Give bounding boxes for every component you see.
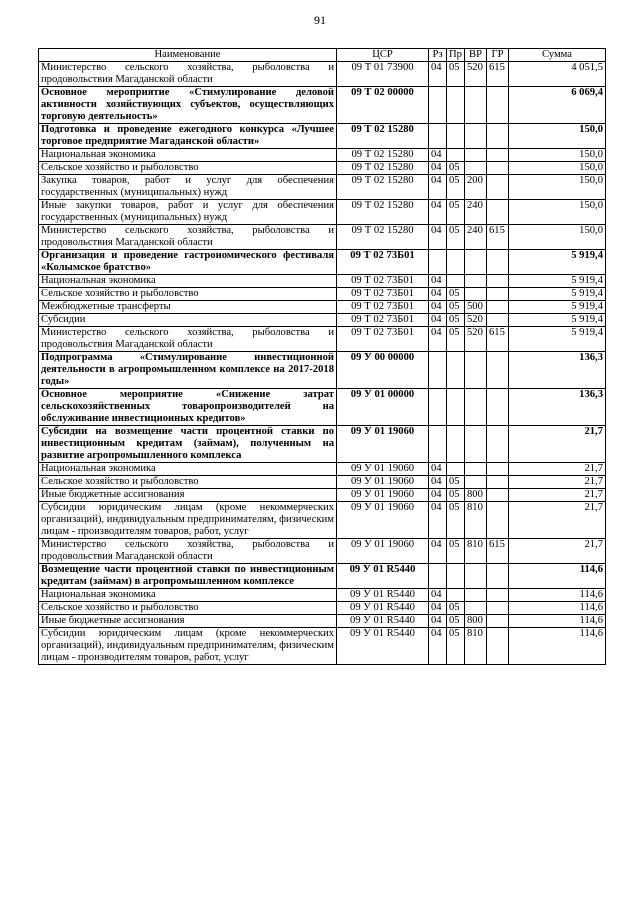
- cell-vr: [465, 463, 487, 476]
- cell-rz: [429, 389, 447, 426]
- cell-name: Закупка товаров, работ и услуг для обеспечения государственных (муниципальных) нужд: [39, 175, 337, 200]
- cell-gr: [487, 476, 509, 489]
- cell-gr: [487, 162, 509, 175]
- cell-sum: 5 919,4: [509, 301, 606, 314]
- cell-pr: 05: [447, 175, 465, 200]
- cell-pr: [447, 87, 465, 124]
- cell-name: Сельское хозяйство и рыболовство: [39, 162, 337, 175]
- table-row: [39, 124, 606, 149]
- cell-sum: 150,0: [509, 149, 606, 162]
- cell-pr: [447, 426, 465, 463]
- cell-csr: 09 Т 02 73Б01: [337, 314, 429, 327]
- cell-name: Национальная экономика: [39, 275, 337, 288]
- cell-rz: 04: [429, 628, 447, 665]
- cell-sum: 21,7: [509, 463, 606, 476]
- cell-vr: 520: [465, 62, 487, 87]
- cell-vr: [465, 162, 487, 175]
- table-body: [39, 62, 606, 665]
- cell-gr: 615: [487, 327, 509, 352]
- cell-gr: [487, 87, 509, 124]
- cell-name: Основное мероприятие «Снижение затрат сельскохозяйственных товаропроизводителей на обслуживание инвестиционных кредитов»: [39, 389, 337, 426]
- cell-rz: 04: [429, 327, 447, 352]
- cell-csr: 09 У 01 19060: [337, 502, 429, 539]
- table-row: [39, 288, 606, 301]
- cell-pr: 05: [447, 539, 465, 564]
- cell-sum: 114,6: [509, 602, 606, 615]
- cell-rz: 04: [429, 200, 447, 225]
- cell-sum: 21,7: [509, 476, 606, 489]
- column-header-csr: ЦСР: [337, 49, 429, 62]
- cell-pr: 05: [447, 225, 465, 250]
- cell-gr: [487, 426, 509, 463]
- cell-gr: [487, 275, 509, 288]
- cell-rz: [429, 250, 447, 275]
- cell-vr: 810: [465, 502, 487, 539]
- cell-pr: 05: [447, 615, 465, 628]
- cell-csr: 09 У 01 R5440: [337, 628, 429, 665]
- cell-vr: [465, 602, 487, 615]
- table-row: [39, 250, 606, 275]
- cell-gr: 615: [487, 62, 509, 87]
- cell-name: Субсидии на возмещение части процентной ставки по инвестиционным кредитам (займам), полученным на развитие агропромышленного комплекса: [39, 426, 337, 463]
- cell-gr: [487, 124, 509, 149]
- cell-rz: [429, 564, 447, 589]
- table-row: [39, 589, 606, 602]
- cell-gr: [487, 389, 509, 426]
- cell-pr: [447, 564, 465, 589]
- cell-csr: 09 Т 02 00000: [337, 87, 429, 124]
- cell-pr: 05: [447, 62, 465, 87]
- cell-gr: [487, 564, 509, 589]
- cell-csr: 09 У 01 R5440: [337, 602, 429, 615]
- cell-name: Министерство сельского хозяйства, рыболовства и продовольствия Магаданской области: [39, 62, 337, 87]
- column-header-pr: Пр: [447, 49, 465, 62]
- cell-csr: 09 Т 02 15280: [337, 225, 429, 250]
- column-header-gr: ГР: [487, 49, 509, 62]
- cell-name: Национальная экономика: [39, 149, 337, 162]
- cell-name: Межбюджетные трансферты: [39, 301, 337, 314]
- table-row: [39, 463, 606, 476]
- table-row: [39, 602, 606, 615]
- cell-sum: 114,6: [509, 615, 606, 628]
- cell-sum: 5 919,4: [509, 327, 606, 352]
- cell-gr: [487, 489, 509, 502]
- cell-rz: [429, 87, 447, 124]
- cell-name: Сельское хозяйство и рыболовство: [39, 288, 337, 301]
- cell-vr: [465, 250, 487, 275]
- cell-sum: 21,7: [509, 539, 606, 564]
- table-row: [39, 476, 606, 489]
- cell-sum: 5 919,4: [509, 275, 606, 288]
- cell-name: Национальная экономика: [39, 589, 337, 602]
- cell-name: Субсидии юридическим лицам (кроме некоммерческих организаций), индивидуальным предпринимателям, физическим лицам - производителям товаров, работ, услуг: [39, 628, 337, 665]
- cell-csr: 09 Т 02 73Б01: [337, 301, 429, 314]
- cell-gr: [487, 463, 509, 476]
- cell-csr: 09 У 00 00000: [337, 352, 429, 389]
- cell-pr: 05: [447, 288, 465, 301]
- cell-name: Сельское хозяйство и рыболовство: [39, 602, 337, 615]
- cell-rz: 04: [429, 502, 447, 539]
- cell-name: Иные бюджетные ассигнования: [39, 615, 337, 628]
- cell-csr: 09 Т 02 73Б01: [337, 250, 429, 275]
- cell-csr: 09 У 01 00000: [337, 389, 429, 426]
- cell-gr: 615: [487, 225, 509, 250]
- cell-sum: 21,7: [509, 426, 606, 463]
- cell-vr: [465, 87, 487, 124]
- table-row: [39, 502, 606, 539]
- cell-rz: 04: [429, 463, 447, 476]
- cell-sum: 114,6: [509, 564, 606, 589]
- cell-gr: [487, 628, 509, 665]
- cell-rz: 04: [429, 489, 447, 502]
- cell-csr: 09 У 01 19060: [337, 476, 429, 489]
- cell-csr: 09 Т 02 15280: [337, 149, 429, 162]
- cell-gr: [487, 589, 509, 602]
- table-row: [39, 87, 606, 124]
- cell-vr: [465, 124, 487, 149]
- cell-sum: 5 919,4: [509, 288, 606, 301]
- cell-rz: 04: [429, 275, 447, 288]
- table-row: [39, 149, 606, 162]
- cell-vr: 800: [465, 615, 487, 628]
- cell-pr: 05: [447, 502, 465, 539]
- cell-csr: 09 У 01 19060: [337, 489, 429, 502]
- cell-sum: 150,0: [509, 162, 606, 175]
- cell-sum: 136,3: [509, 352, 606, 389]
- cell-pr: 05: [447, 327, 465, 352]
- cell-pr: 05: [447, 476, 465, 489]
- cell-pr: 05: [447, 602, 465, 615]
- cell-gr: [487, 200, 509, 225]
- cell-csr: 09 Т 02 15280: [337, 162, 429, 175]
- cell-rz: [429, 426, 447, 463]
- cell-rz: 04: [429, 615, 447, 628]
- cell-csr: 09 Т 02 73Б01: [337, 288, 429, 301]
- cell-pr: [447, 389, 465, 426]
- table-row: [39, 175, 606, 200]
- cell-sum: 21,7: [509, 502, 606, 539]
- cell-name: Подготовка и проведение ежегодного конкурса «Лучшее торговое предприятие Магаданской области»: [39, 124, 337, 149]
- cell-csr: 09 У 01 19060: [337, 539, 429, 564]
- cell-vr: [465, 288, 487, 301]
- cell-sum: 114,6: [509, 589, 606, 602]
- cell-name: Возмещение части процентной ставки по инвестиционным кредитам (займам) в агропромышленном комплексе: [39, 564, 337, 589]
- table-row: [39, 564, 606, 589]
- budget-table: [38, 48, 606, 665]
- cell-pr: 05: [447, 162, 465, 175]
- table-row: [39, 225, 606, 250]
- cell-name: Сельское хозяйство и рыболовство: [39, 476, 337, 489]
- cell-vr: [465, 589, 487, 602]
- cell-pr: 05: [447, 200, 465, 225]
- cell-vr: 520: [465, 327, 487, 352]
- cell-pr: [447, 463, 465, 476]
- table-row: [39, 426, 606, 463]
- cell-rz: [429, 124, 447, 149]
- cell-vr: [465, 426, 487, 463]
- cell-gr: [487, 615, 509, 628]
- column-header-rz: Рз: [429, 49, 447, 62]
- table-row: [39, 352, 606, 389]
- cell-vr: [465, 476, 487, 489]
- cell-sum: 150,0: [509, 225, 606, 250]
- cell-vr: [465, 564, 487, 589]
- cell-gr: [487, 502, 509, 539]
- table-row: [39, 489, 606, 502]
- cell-rz: 04: [429, 314, 447, 327]
- cell-csr: 09 У 01 R5440: [337, 615, 429, 628]
- cell-gr: [487, 314, 509, 327]
- cell-gr: [487, 352, 509, 389]
- cell-vr: [465, 275, 487, 288]
- cell-rz: 04: [429, 162, 447, 175]
- cell-name: Министерство сельского хозяйства, рыболовства и продовольствия Магаданской области: [39, 539, 337, 564]
- cell-csr: 09 Т 02 73Б01: [337, 275, 429, 288]
- cell-pr: [447, 352, 465, 389]
- cell-gr: [487, 250, 509, 275]
- cell-csr: 09 У 01 R5440: [337, 589, 429, 602]
- table-row: [39, 314, 606, 327]
- table-row: [39, 539, 606, 564]
- cell-rz: 04: [429, 602, 447, 615]
- cell-sum: 6 069,4: [509, 87, 606, 124]
- cell-pr: 05: [447, 489, 465, 502]
- cell-sum: 150,0: [509, 175, 606, 200]
- cell-sum: 4 051,5: [509, 62, 606, 87]
- page-number: 91: [314, 13, 326, 27]
- cell-rz: 04: [429, 589, 447, 602]
- cell-gr: [487, 175, 509, 200]
- cell-csr: 09 Т 01 73900: [337, 62, 429, 87]
- cell-gr: 615: [487, 539, 509, 564]
- cell-vr: 810: [465, 628, 487, 665]
- cell-vr: [465, 389, 487, 426]
- cell-csr: 09 У 01 19060: [337, 463, 429, 476]
- cell-sum: 5 919,4: [509, 250, 606, 275]
- cell-rz: 04: [429, 539, 447, 564]
- cell-sum: 136,3: [509, 389, 606, 426]
- cell-csr: 09 Т 02 15280: [337, 200, 429, 225]
- cell-sum: 21,7: [509, 489, 606, 502]
- cell-rz: [429, 352, 447, 389]
- cell-name: Организация и проведение гастрономического фестиваля «Колымское братство»: [39, 250, 337, 275]
- cell-csr: 09 У 01 R5440: [337, 564, 429, 589]
- cell-name: Иные закупки товаров, работ и услуг для обеспечения государственных (муниципальных) нужд: [39, 200, 337, 225]
- cell-pr: [447, 250, 465, 275]
- cell-rz: 04: [429, 288, 447, 301]
- table-row: [39, 389, 606, 426]
- table-row: [39, 200, 606, 225]
- cell-vr: 810: [465, 539, 487, 564]
- table-row: [39, 615, 606, 628]
- cell-rz: 04: [429, 476, 447, 489]
- cell-gr: [487, 301, 509, 314]
- cell-rz: 04: [429, 301, 447, 314]
- cell-pr: 05: [447, 628, 465, 665]
- cell-name: Министерство сельского хозяйства, рыболовства и продовольствия Магаданской области: [39, 327, 337, 352]
- cell-csr: 09 Т 02 15280: [337, 124, 429, 149]
- cell-vr: 520: [465, 314, 487, 327]
- cell-csr: 09 У 01 19060: [337, 426, 429, 463]
- cell-name: Субсидии: [39, 314, 337, 327]
- cell-sum: 114,6: [509, 628, 606, 665]
- cell-sum: 150,0: [509, 124, 606, 149]
- table-row: [39, 275, 606, 288]
- cell-vr: 500: [465, 301, 487, 314]
- cell-name: Национальная экономика: [39, 463, 337, 476]
- cell-gr: [487, 602, 509, 615]
- column-header-name: Наименование: [39, 49, 337, 62]
- table-row: [39, 301, 606, 314]
- cell-csr: 09 Т 02 15280: [337, 175, 429, 200]
- cell-pr: 05: [447, 314, 465, 327]
- cell-vr: [465, 352, 487, 389]
- cell-vr: 200: [465, 175, 487, 200]
- cell-name: Субсидии юридическим лицам (кроме некоммерческих организаций), индивидуальным предпринимателям, физическим лицам - производителям товаров, работ, услуг: [39, 502, 337, 539]
- cell-name: Основное мероприятие «Стимулирование деловой активности хозяйствующих субъектов, осуществляющих торговую деятельность»: [39, 87, 337, 124]
- table-row: [39, 628, 606, 665]
- cell-pr: 05: [447, 301, 465, 314]
- cell-name: Подпрограмма «Стимулирование инвестиционной деятельности в агропромышленном комплексе на 2017-2018 годы»: [39, 352, 337, 389]
- cell-rz: 04: [429, 225, 447, 250]
- cell-gr: [487, 149, 509, 162]
- cell-pr: [447, 149, 465, 162]
- cell-pr: [447, 124, 465, 149]
- cell-sum: 150,0: [509, 200, 606, 225]
- table-row: [39, 327, 606, 352]
- cell-name: Министерство сельского хозяйства, рыболовства и продовольствия Магаданской области: [39, 225, 337, 250]
- table-header-row: [39, 49, 606, 62]
- cell-sum: 5 919,4: [509, 314, 606, 327]
- cell-name: Иные бюджетные ассигнования: [39, 489, 337, 502]
- cell-rz: 04: [429, 62, 447, 87]
- table-row: [39, 62, 606, 87]
- cell-vr: 240: [465, 225, 487, 250]
- cell-vr: [465, 149, 487, 162]
- cell-vr: 240: [465, 200, 487, 225]
- cell-pr: [447, 275, 465, 288]
- table-row: [39, 162, 606, 175]
- cell-csr: 09 Т 02 73Б01: [337, 327, 429, 352]
- cell-pr: [447, 589, 465, 602]
- column-header-sum: Сумма: [509, 49, 606, 62]
- column-header-vr: ВР: [465, 49, 487, 62]
- cell-gr: [487, 288, 509, 301]
- cell-vr: 800: [465, 489, 487, 502]
- cell-rz: 04: [429, 175, 447, 200]
- cell-rz: 04: [429, 149, 447, 162]
